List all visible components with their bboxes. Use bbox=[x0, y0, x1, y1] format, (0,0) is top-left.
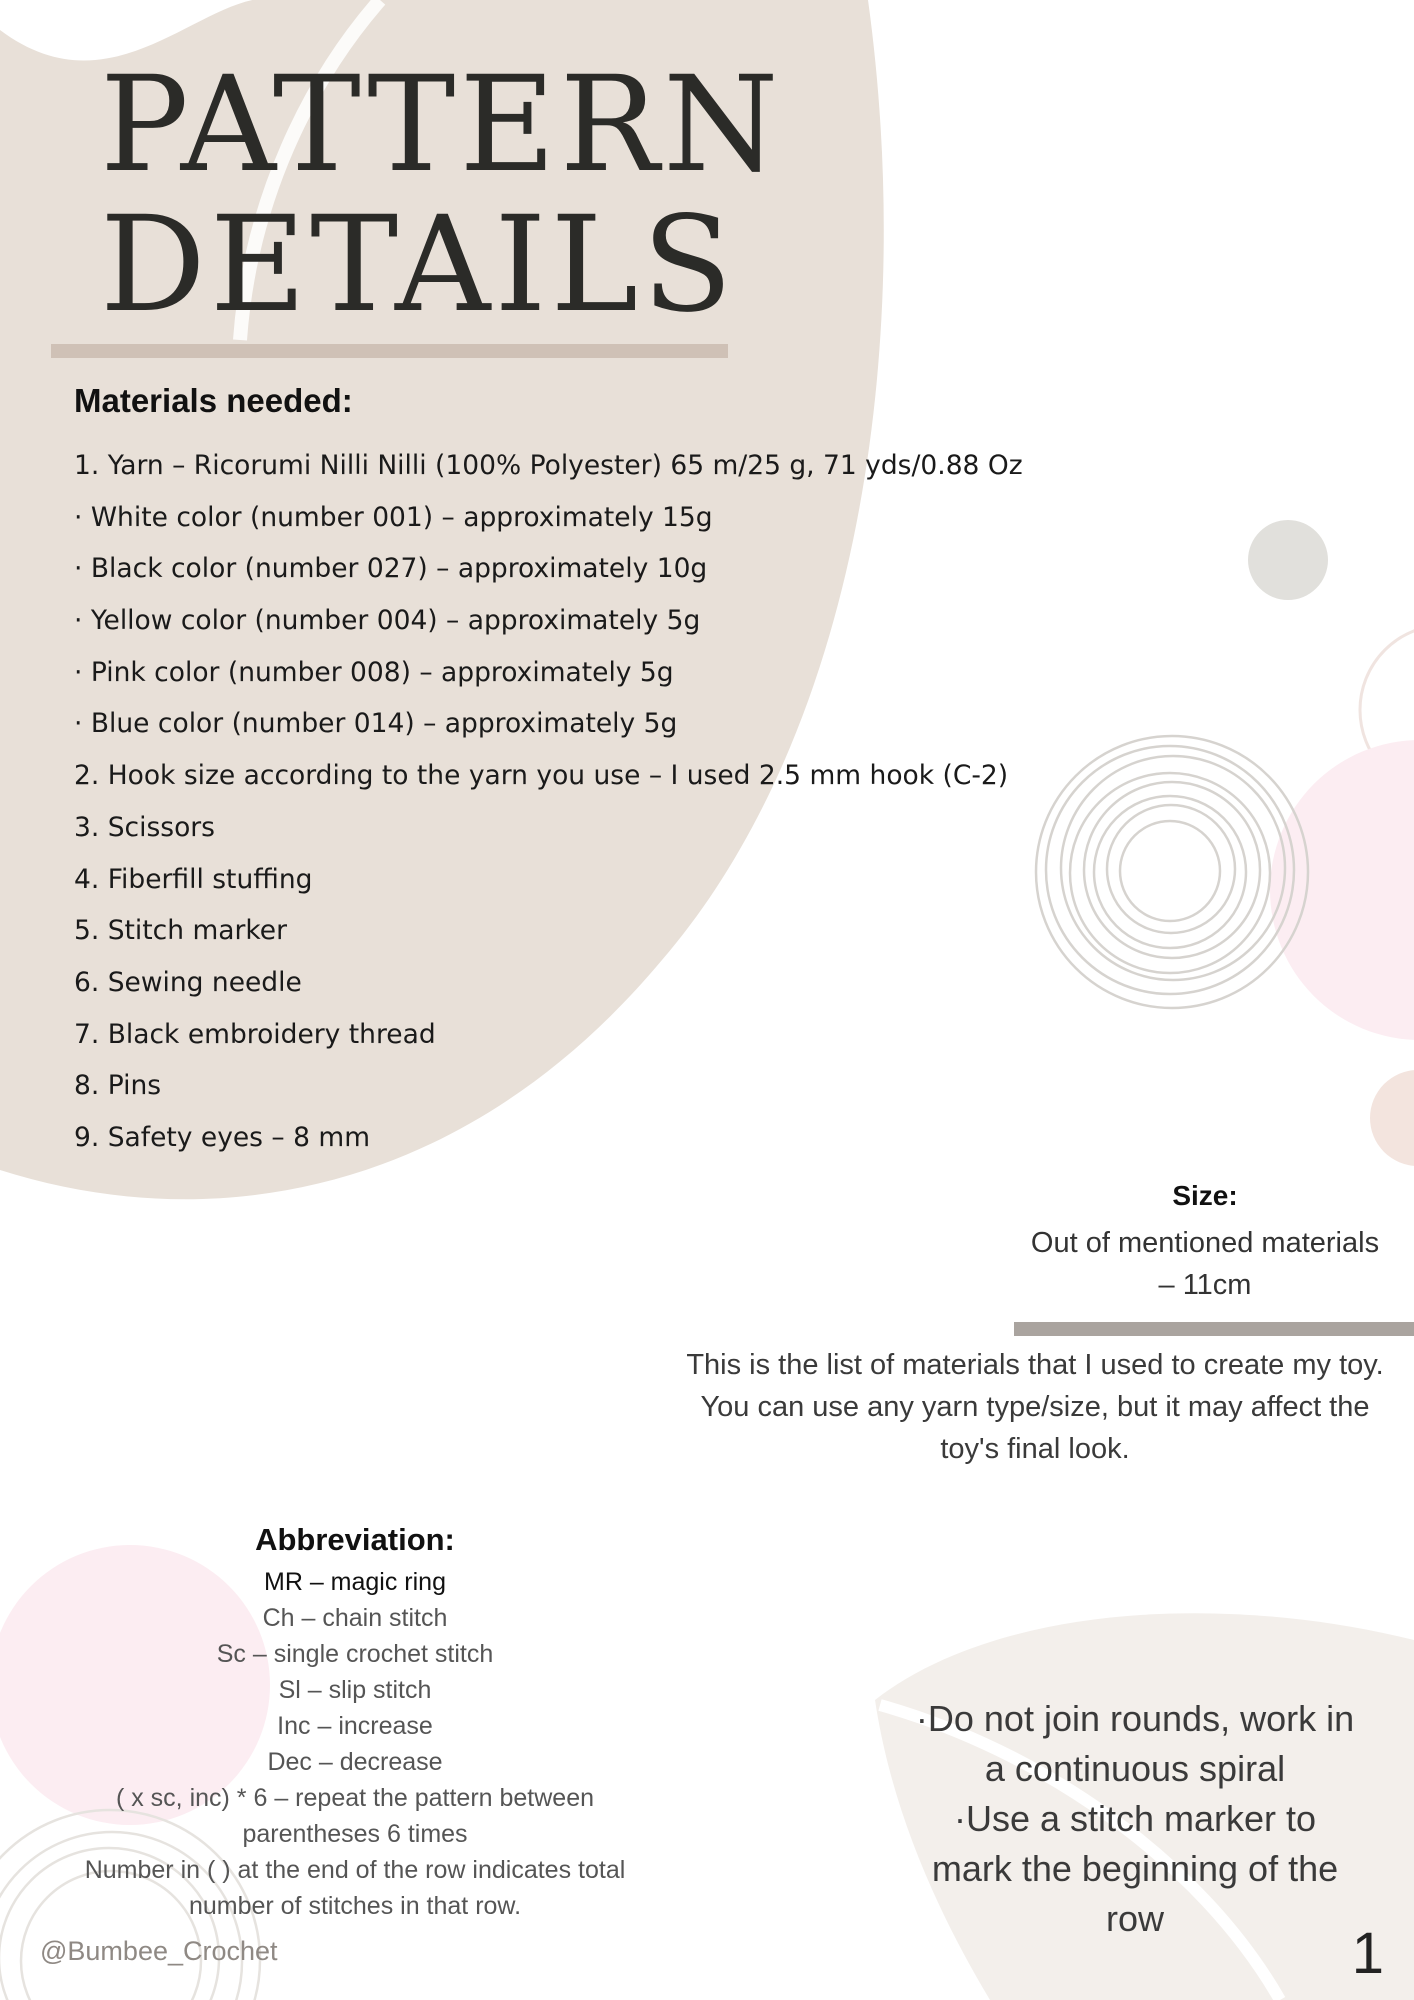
materials-item: 2. Hook size according to the yarn you use – I used 2.5 mm hook (C-2) bbox=[74, 760, 1009, 792]
materials-heading: Materials needed: bbox=[74, 382, 353, 419]
beige-dot-right bbox=[1370, 1070, 1414, 1166]
abbreviation-item: Sc – single crochet stitch bbox=[216, 1640, 494, 1668]
abbreviation-item: parentheses 6 times bbox=[242, 1820, 468, 1848]
abbreviation-item: Ch – chain stitch bbox=[262, 1604, 448, 1632]
abbreviation-item: MR – magic ring bbox=[264, 1568, 446, 1596]
materials-item: 9. Safety eyes – 8 mm bbox=[74, 1121, 371, 1153]
materials-item: 6. Sewing needle bbox=[74, 966, 302, 998]
materials-item: 5. Stitch marker bbox=[74, 915, 288, 947]
materials-item: · White color (number 001) – approximately 15g bbox=[74, 501, 713, 533]
materials-item: · Black color (number 027) – approximately 10g bbox=[74, 553, 708, 585]
tip-line: a continuous spiral bbox=[984, 1748, 1286, 1789]
materials-item: · Yellow color (number 004) – approximately 5g bbox=[74, 605, 701, 637]
abbreviation-item: ( x sc, inc) * 6 – repeat the pattern between bbox=[115, 1784, 595, 1812]
materials-item: · Pink color (number 008) – approximately 5g bbox=[74, 656, 674, 688]
tip-line: ·Use a stitch marker to bbox=[953, 1798, 1317, 1839]
abbreviation-item: Number in ( ) at the end of the row indicates total bbox=[84, 1856, 626, 1884]
abbreviation-item: Sl – slip stitch bbox=[278, 1676, 432, 1704]
page-title bbox=[100, 48, 783, 342]
materials-item: 4. Fiberfill stuffing bbox=[74, 863, 313, 895]
size-line: Out of mentioned materials bbox=[1030, 1227, 1380, 1259]
size-divider bbox=[1014, 1322, 1414, 1336]
tips-block bbox=[880, 1694, 1390, 1944]
gray-dot bbox=[1248, 520, 1328, 600]
spiral-circles-right bbox=[1036, 736, 1308, 1008]
abbreviation-list bbox=[0, 1564, 710, 1924]
materials-item: 8. Pins bbox=[74, 1070, 162, 1102]
author-handle: @Bumbee_Crochet bbox=[40, 1936, 278, 1966]
size-text bbox=[960, 1222, 1414, 1306]
tip-line: row bbox=[1105, 1898, 1164, 1939]
note-line: You can use any yarn type/size, but it may affect the bbox=[700, 1391, 1370, 1423]
materials-list bbox=[74, 440, 1023, 1164]
tip-line: mark the beginning of the bbox=[931, 1848, 1339, 1889]
abbreviation-heading: Abbreviation: bbox=[255, 1522, 455, 1557]
materials-item: 1. Yarn – Ricorumi Nilli Nilli (100% Polyester) 65 m/25 g, 71 yds/0.88 Oz bbox=[74, 450, 1023, 481]
title-line-1: PATTERN bbox=[100, 48, 783, 202]
page-number: 1 bbox=[1351, 1921, 1384, 1986]
note-line: This is the list of materials that I used to create my toy. bbox=[686, 1349, 1384, 1381]
abbreviation-item: number of stitches in that row. bbox=[188, 1892, 522, 1920]
materials-item: · Blue color (number 014) – approximately 5g bbox=[74, 708, 678, 740]
note-line: toy's final look. bbox=[940, 1433, 1130, 1465]
title-line-2: DETAILS bbox=[100, 188, 737, 342]
tip-line: ·Do not join rounds, work in bbox=[915, 1698, 1355, 1739]
materials-item: 7. Black embroidery thread bbox=[74, 1018, 436, 1050]
abbreviation-item: Inc – increase bbox=[277, 1712, 433, 1740]
abbreviation-item: Dec – decrease bbox=[267, 1748, 443, 1776]
size-heading: Size: bbox=[1172, 1180, 1238, 1211]
title-divider bbox=[51, 344, 728, 358]
size-line: – 11cm bbox=[1158, 1269, 1252, 1301]
materials-note bbox=[650, 1344, 1414, 1470]
materials-item: 3. Scissors bbox=[74, 811, 215, 843]
